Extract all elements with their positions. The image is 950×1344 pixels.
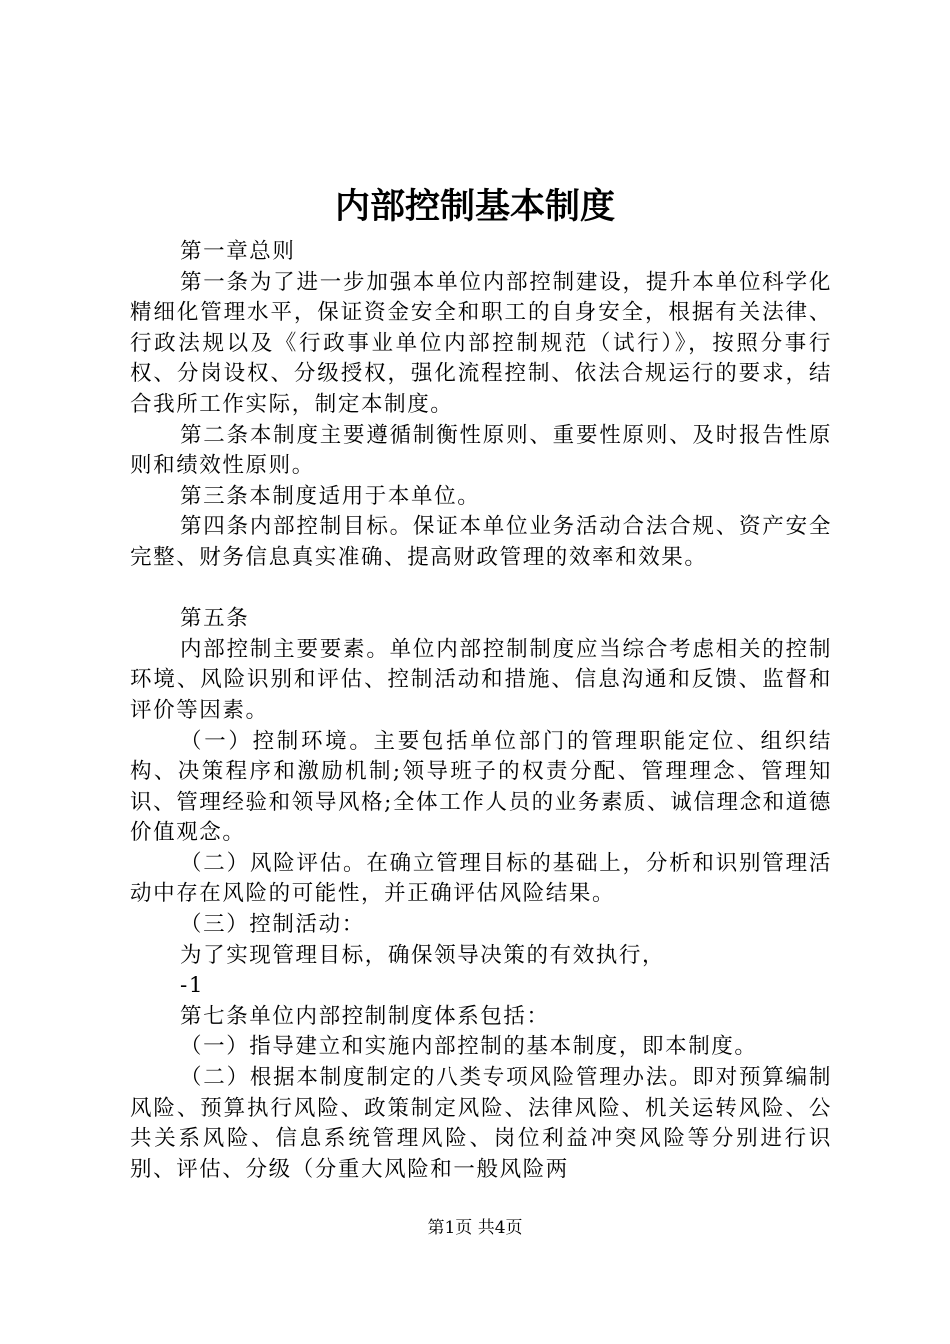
control-activities-paragraph: 为了实现管理目标，确保领导决策的有效执行， [180, 942, 666, 968]
article-3-paragraph: 第三条本制度适用于本单位。 [180, 483, 481, 509]
document-body [130, 237, 832, 1185]
article-2-paragraph: 第二条本制度主要遵循制衡性原则、重要性原则、及时报告性原则和绩效性原则。 [130, 422, 832, 479]
article-7-item-2: （二）根据本制度制定的八类专项风险管理办法。即对预算编制风险、预算执行风险、政策制定风险、法律风险、机关运转风险、公共关系风险、信息系统管理风险、岗位利益冲突风险等分别进行识别、评估、分级（分重大风险和一般风险两 [130, 1065, 832, 1182]
page-footer: 第1页 共4页 [427, 1218, 523, 1238]
article-4-paragraph: 第四条内部控制目标。保证本单位业务活动合法合规、资产安全完整、财务信息真实准确、提高财政管理的效率和效果。 [130, 514, 832, 570]
risk-assessment-paragraph: （二）风险评估。在确立管理目标的基础上，分析和识别管理活动中存在风险的可能性，并正确评估风险结果。 [130, 850, 832, 907]
control-environment-paragraph: （一）控制环境。主要包括单位部门的管理职能定位、组织结构、决策程序和激励机制;领导班子的权责分配、管理理念、管理知识、管理经验和领导风格;全体工作人员的业务素质、诚信理念和道德价值观念。 [130, 728, 832, 846]
article-7-paragraph: 第七条单位内部控制制度体系包括： [180, 1003, 550, 1029]
control-activities-heading: （三）控制活动： [180, 912, 365, 938]
document-title: 内部控制基本制度 [334, 186, 615, 227]
chapter-heading: 第一章总则 [180, 239, 296, 264]
article-1-paragraph: 第一条为了进一步加强本单位内部控制建设，提升本单位科学化精细化管理水平，保证资金安全和职工的自身安全，根据有关法律、行政法规以及《行政事业单位内部控制规范（试行）》，按照分事行权、分岗设权、分级授权，强化流程控制、依法合规运行的要求，结合我所工作实际，制定本制度。 [130, 269, 832, 417]
article-5-heading: 第五条 [180, 606, 250, 632]
article-5-paragraph: 内部控制主要要素。单位内部控制制度应当综合考虑相关的控制环境、风险识别和评估、控制活动和措施、信息沟通和反馈、监督和评价等因素。 [130, 636, 832, 723]
article-7-item-1: （一）指导建立和实施内部控制的基本制度，即本制度。 [180, 1034, 758, 1060]
paragraph-spacer [130, 574, 832, 605]
page-marker-text: -1 [180, 973, 205, 999]
